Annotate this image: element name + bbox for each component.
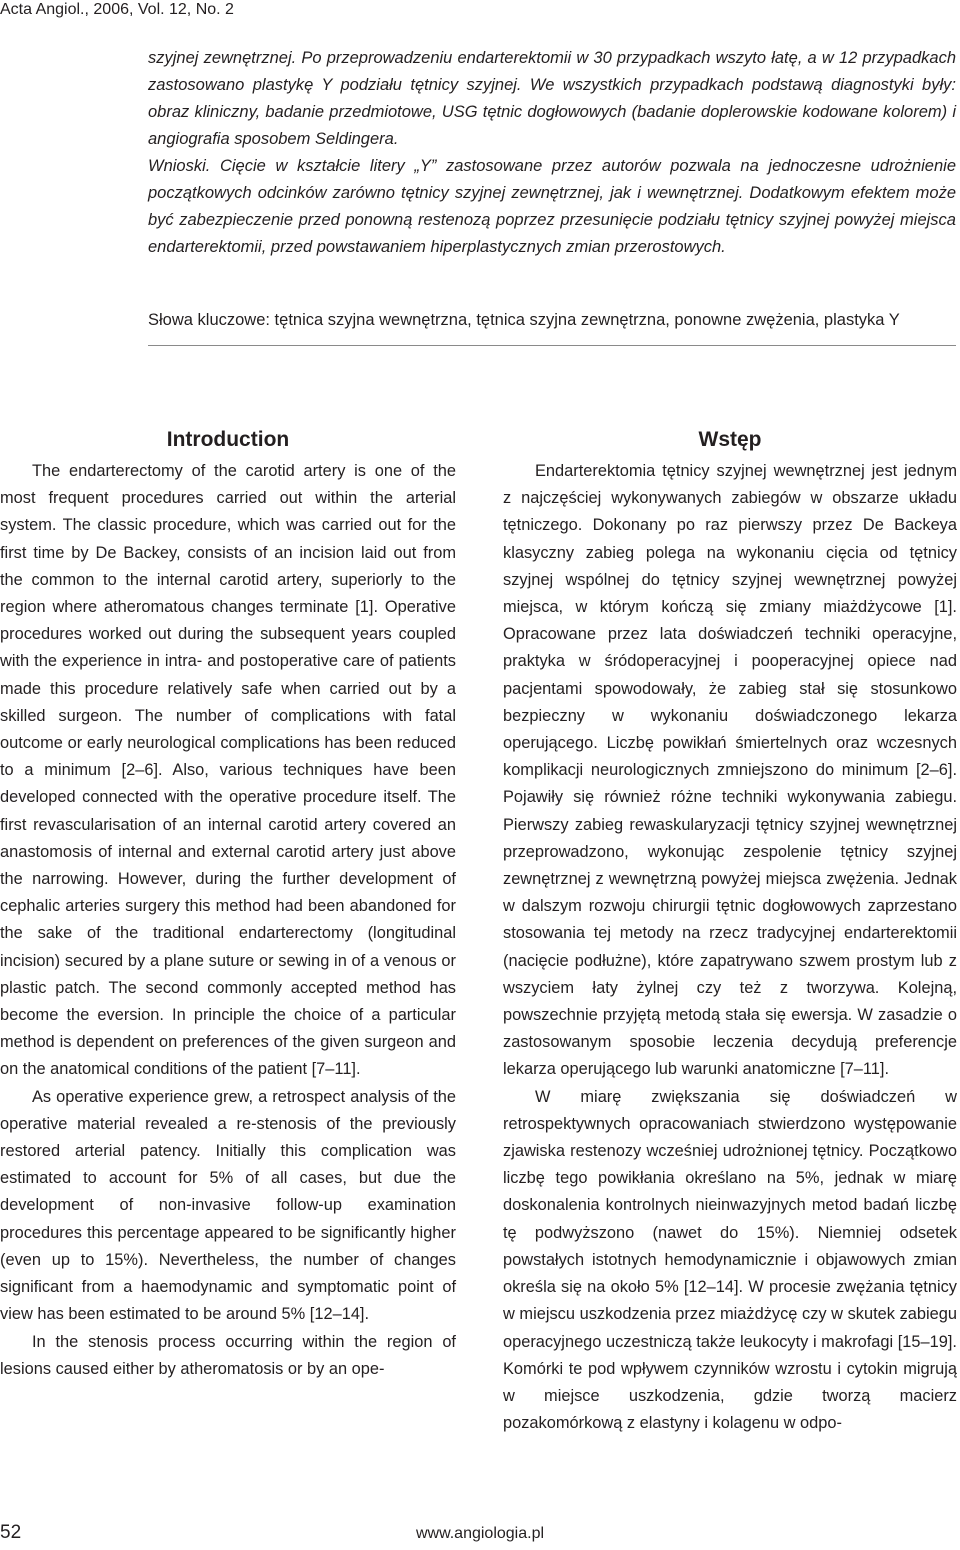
introduction-paragraph: In the stenosis process occurring within the region of lesions caused either by atheromatosis or by an ope-	[0, 1332, 456, 1378]
wstep-paragraph: W miarę zwiększania się doświadczeń w retrospektywnych opracowaniach stwierdzono występowanie zjawiska restenozy wcześniej udrożnionej tętnicy. Początkowo liczbę tego powikłania określano na 5%, jednak w miarę doskonalenia kontrolnych nieinwazyjnych metod badań liczbę tę podwyższono (nawet do 15%). Niemniej odsetek powstałych istotnych hemodynamicznie i objawowych zmian określa się na około 5% [12–14]. W procesie zwężania tętnicy w miejscu uszkodzenia przez miażdżycę czy w skutek zabiegu operacyjnego uczestniczą także leukocyty i makrofagi [15–19]. Komórki te pod wpływem czynników wzrostu i cytokin migrują w miejsce uszkodzenia, gdzie tworzą macierz pozakomórkową z elastyny i kolagenu w odpo-	[503, 1087, 957, 1433]
abstract-conclusions	[148, 153, 956, 261]
conclusions-text: Cięcie w kształcie litery „Y” zastosowane przez autorów pozwala na jednoczesne udrożnienie początkowych odcinków zarówno tętnicy szyjnej zewnętrznej, jak i wewnętrznej. Dodatkowym efektem może być zabezpieczenie przed ponowną restenozą poprzez przesunięcie podziału tętnicy szyjnej powyżej miejsca endarterektomii, przed powstawaniem hiperplastycznych zmian przerostowych.	[148, 157, 956, 256]
running-header: Acta Angiol., 2006, Vol. 12, No. 2	[0, 1, 234, 18]
section-divider	[148, 345, 956, 346]
conclusions-label: Wnioski.	[148, 157, 211, 175]
abstract-continuation	[148, 45, 956, 261]
introduction-heading: Introduction	[166, 428, 290, 451]
polish-column	[503, 424, 957, 1437]
journal-url: www.angiologia.pl	[415, 1525, 545, 1542]
abstract-methods-text: szyjnej zewnętrznej. Po przeprowadzeniu endarterektomii w 30 przypadkach wszyto łatę, a w 12 przypadkach zastosowano plastykę Y podziału tętnicy szyjnej. We wszystkich przypadkach podstawą diagnostyki były: obraz kliniczny, badanie przedmiotowe, USG tętnic dogłowowych (badanie doplerowskie kodowane kolorem) i angiografia sposobem Seldingera.	[148, 49, 956, 148]
introduction-paragraph: The endarterectomy of the carotid artery is one of the most frequent procedures carried out within the arterial system. The classic procedure, which was carried out for the first time by De Backey, consists of an incision laid out from the common to the internal carotid artery, superiorly to the region where atheromatous changes terminate [1]. Operative procedures worked out during the subsequent years coupled with the experience in intra- and postoperative care of patients made this procedure relatively safe when carried out by a skilled surgeon. The number of complications with fatal outcome or early neurological complications has been reduced to a minimum [2–6]. Also, various techniques have been developed connected with the operative procedure itself. The first revascularisation of an internal carotid artery covered an anastomosis of internal and external carotid artery just above the narrowing. However, during the further development of cephalic arteries surgery this method had been abandoned for the sake of the traditional endarterectomy (longitudinal incision) secured by a plane suture or sewing in of a venous or plastic patch. The second commonly accepted method has become the eversion. In principle the choice of a particular method is dependent on preferences of the given surgeon and on the anatomical conditions of the patient [7–11].	[0, 462, 456, 1079]
wstep-heading: Wstęp	[698, 428, 762, 451]
wstep-paragraph: Endarterektomia tętnicy szyjnej wewnętrznej jest jednym z najczęściej wykonywanych zabiegów w obszarze układu tętniczego. Dokonany po raz pierwszy przez De Backeya klasyczny zabieg polega na wykonaniu cięcia od tętnicy szyjnej wspólnej do tętnicy szyjnej wewnętrznej powyżej miejsca, w którym kończą się zmiany miażdżycowe [1]. Opracowane przez lata doświadczeń techniki operacyjne, praktyka w śródoperacyjnej i pooperacyjnej opiece nad pacjentami spowodowały, że zabieg stał się stosunkowo bezpieczny w wykonaniu doświadczonego lekarza operującego. Liczbę powikłań śmiertelnych oraz wczesnych komplikacji neurologicznych zmniejszono do minimum [2–6]. Pojawiły się również różne techniki wykonywania zabiegu. Pierwszy zabieg rewaskularyzacji tętnicy szyjnej wewnętrznej przeprowadzono, wykonując zespolenie tętnicy szyjnej zewnętrznej z wewnętrzną powyżej miejsca zwężenia. Jednak w dalszym rozwoju chirurgii tętnic dogłowowych zaprzestano stosowania tej metody na rzecz tradycyjnej endarterektomii (nacięcie podłużne), które zapatrywano szwem prostym lub z wszyciem łaty żylnej czy też z tworzywa. Kolejną, powszechnie przyjętą metodą stała się ewersja. W zasadzie o zastosowanym sposobie leczenia decydują preferencje lekarza operującego lub warunki anatomiczne [7–11].	[503, 462, 957, 1079]
introduction-paragraph: As operative experience grew, a retrospect analysis of the operative material revealed a re-stenosis of the previously restored arterial patency. Initially this complication was estimated to account for 5% of all cases, but due the development of non-invasive follow-up examination procedures this percentage appeared to be significantly higher (even up to 15%). Nevertheless, the number of changes significant from a haemodynamic and symptomatic point of view has been estimated to be around 5% [12–14].	[0, 1087, 456, 1324]
keywords-line: Słowa kluczowe: tętnica szyjna wewnętrzna, tętnica szyjna zewnętrzna, ponowne zwężenia, plastyka Y	[148, 311, 900, 329]
page-number: 52	[0, 1522, 22, 1543]
english-column	[0, 424, 456, 1383]
